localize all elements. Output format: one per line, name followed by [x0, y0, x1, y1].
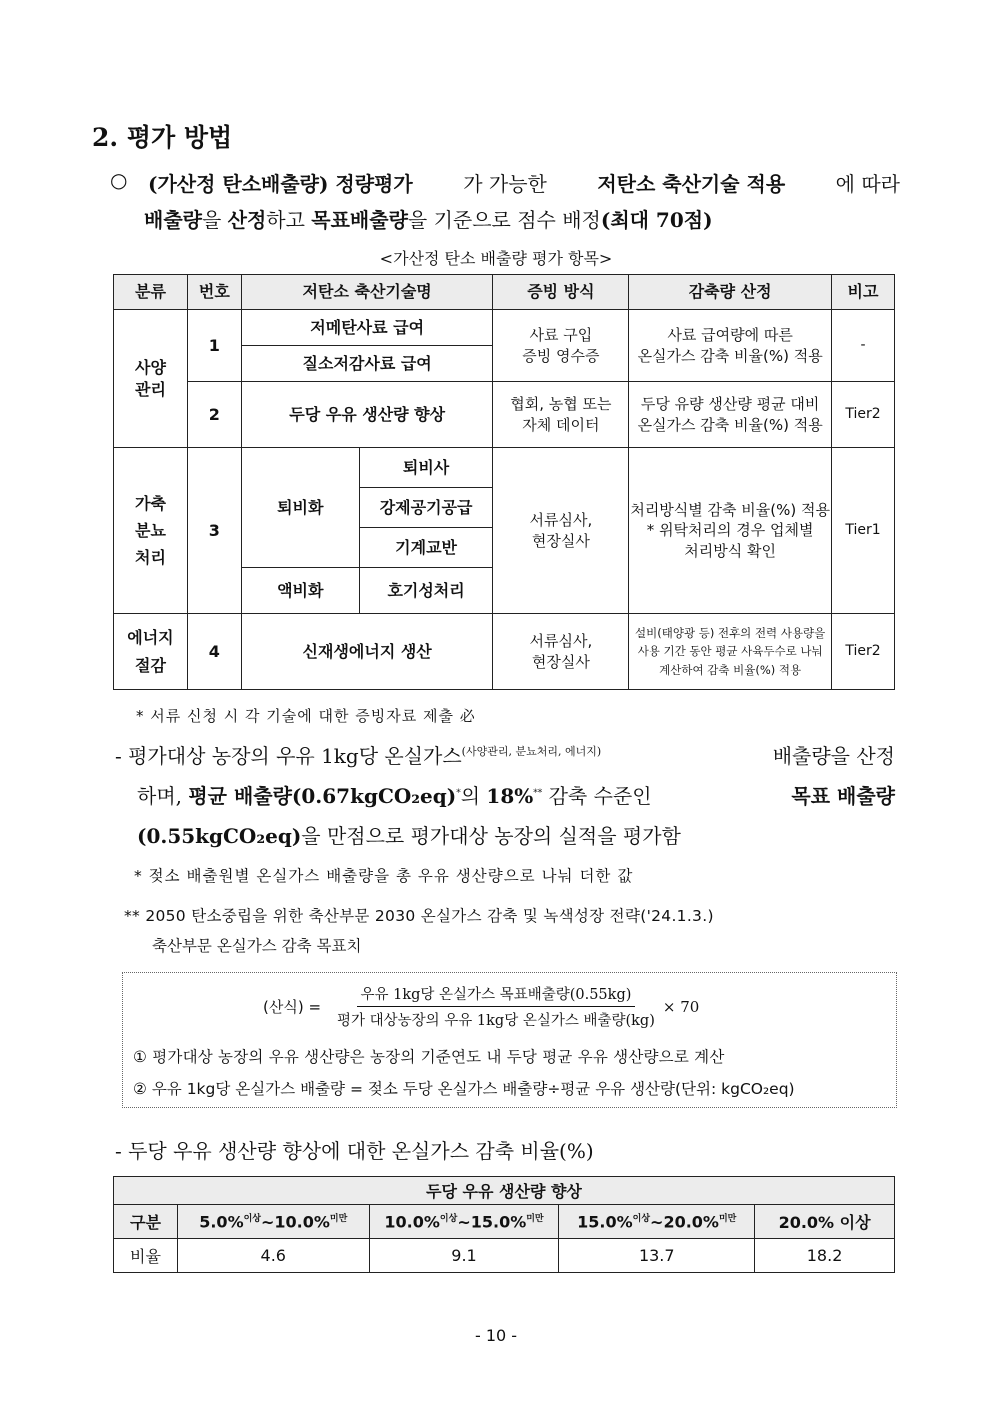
formula-item-2: ② 우유 1kg당 온실가스 배출량 = 젖소 두당 온실가스 배출량÷평균 우유 생산량(단위: kgCO₂eq) — [133, 1080, 795, 1098]
tech-milk-yield: 두당 우유 생산량 향상 — [241, 382, 493, 448]
footnote-2-line1: ** 2050 탄소중립을 위한 축산부문 2030 온실가스 감축 및 녹색성장 전략('24.1.3.) — [124, 907, 714, 925]
proof-feed-receipt: 사료 구입 증빙 영수증 — [493, 310, 629, 382]
table2-col-header — [369, 1205, 559, 1239]
calc-manure: 처리방식별 감축 비율(%) 적용 * 위탁처리의 경우 업체별 처리방식 확인 — [629, 448, 832, 614]
bullet-line-2-segment: 을 — [201, 208, 228, 232]
footnote-2-line2: 축산부문 온실가스 감축 목표치 — [152, 937, 362, 955]
range-qualifier: 이상 — [632, 1214, 651, 1225]
category-energy: 에너지 절감 — [114, 614, 188, 690]
bullet-line-1-segment: (가산정 탄소배출량) 정량평가 — [148, 172, 413, 196]
bullet-line-2-segment: 을 기준으로 점수 배정 — [407, 208, 601, 232]
tech-aerobic-treatment: 호기성처리 — [359, 568, 493, 614]
row-number: 2 — [187, 382, 241, 448]
tech-low-nitrogen-feed: 질소저감사료 급여 — [241, 346, 493, 382]
tech-forced-aeration: 강제공기공급 — [359, 488, 493, 528]
bullet-line-2-segment: 하고 — [266, 208, 312, 232]
header-proof: 증빙 방식 — [493, 275, 629, 310]
tech-composting: 퇴비화 — [241, 448, 359, 568]
milk-yield-reduction-table — [113, 1176, 895, 1273]
section-title: 평가 방법 — [126, 123, 233, 152]
avg-emission: 평균 배출량(0.67kgCO₂eq) — [188, 784, 457, 808]
formula-box — [122, 972, 897, 1108]
footnote-mark: ** — [533, 788, 543, 799]
bullet-line-2-segment: 배출량 — [144, 208, 202, 232]
calc-feed: 사료 급여량에 따른 온실가스 감축 비율(%) 적용 — [629, 310, 832, 382]
bullet-line-1-segment: 에 따라 — [835, 172, 900, 196]
note-milk-yield: Tier2 — [832, 382, 895, 448]
formula-label: (산식) = — [263, 998, 322, 1016]
page-number: - 10 - — [474, 1326, 518, 1345]
para-text: 의 — [460, 784, 487, 808]
target-value: (0.55kgCO₂eq) — [137, 824, 302, 848]
table2-col-header — [755, 1205, 895, 1239]
evaluation-paragraph — [115, 740, 895, 860]
category-manure: 가축 분뇨 처리 — [114, 448, 188, 614]
range-qualifier: 미만 — [526, 1214, 544, 1225]
tech-low-methane-feed: 저메탄사료 급여 — [241, 310, 493, 346]
formula-numerator: 우유 1kg당 온실가스 목표배출량(0.55kg) — [357, 983, 636, 1007]
note-feed: - — [832, 310, 895, 382]
tech-compost-barn: 퇴비사 — [359, 448, 493, 488]
para-text: 하며, — [137, 784, 189, 808]
range-qualifier: 이상 — [439, 1214, 458, 1225]
table2-value: 9.1 — [369, 1239, 559, 1273]
table2-value: 13.7 — [559, 1239, 755, 1273]
table2-value-row — [114, 1239, 895, 1273]
range-qualifier: 미만 — [329, 1214, 348, 1225]
footnote-mark: * — [456, 788, 461, 799]
table2-row-label-header: 구분 — [114, 1205, 178, 1239]
row-number: 1 — [187, 310, 241, 382]
bullet-marker: ○ — [110, 168, 128, 192]
bullet-line-1 — [148, 168, 900, 204]
section-heading — [92, 118, 232, 154]
para-text: 을 만점으로 평가대상 농장의 실적을 평가함 — [301, 824, 681, 848]
evaluation-items-table — [113, 274, 895, 690]
range-qualifier: 이상 — [243, 1214, 261, 1225]
table2-col-header — [559, 1205, 755, 1239]
range-start: 10.0% — [384, 1212, 440, 1232]
para-text: 감축 수준인 — [542, 784, 652, 808]
target-emission: 목표 배출량 — [791, 784, 895, 808]
formula-item-1: ① 평가대상 농장의 우유 생산량은 농장의 기준연도 내 두당 평균 우유 생산량으로 계산 — [133, 1048, 725, 1066]
tech-renewable-energy: 신재생에너지 생산 — [241, 614, 493, 690]
calc-energy: 설비(태양광 등) 전후의 전력 사용량을 사용 기간 동안 평균 사육두수로 나눠 계산하여 감축 비율(%) 적용 — [629, 614, 832, 690]
formula-multiplier: × 70 — [662, 997, 700, 1016]
table-header-row — [114, 275, 895, 310]
table2-col-header — [177, 1205, 369, 1239]
range-start: 15.0% — [577, 1212, 633, 1232]
header-note: 비고 — [832, 275, 895, 310]
range-end: ~20.0% — [650, 1212, 719, 1232]
formula-denominator: 평가 대상농장의 우유 1kg당 온실가스 배출량(kg) — [337, 1013, 655, 1029]
proof-energy-inspection: 서류심사, 현장실사 — [493, 614, 629, 690]
document-note: * 서류 신청 시 각 기술에 대한 증빙자료 제출 必 — [136, 707, 476, 725]
section-number: 2. — [92, 123, 119, 152]
row-number: 3 — [187, 448, 241, 614]
range-start: 5.0% — [199, 1212, 244, 1232]
para-line1-start: - 평가대상 농장의 우유 1kg당 온실가스 — [115, 744, 462, 768]
range-start: 20.0% 이상 — [778, 1213, 871, 1232]
header-category: 분류 — [114, 275, 188, 310]
para-line1-sup: (사양관리, 분뇨처리, 에너지) — [461, 745, 602, 758]
header-number: 번호 — [187, 275, 241, 310]
bullet-line-2-segment: 목표배출량 — [311, 208, 408, 232]
note-energy: Tier2 — [832, 614, 895, 690]
bullet-line-2-segment: 산정 — [227, 208, 267, 232]
bullet-line-2-segment: (최대 70점) — [600, 208, 713, 232]
table-caption: <가산정 탄소 배출량 평가 항목> — [379, 249, 613, 268]
table2-header-row — [114, 1205, 895, 1239]
reduction-percent: 18% — [486, 784, 534, 808]
calc-milk-yield: 두당 유량 생산량 평균 대비 온실가스 감축 비율(%) 적용 — [629, 382, 832, 448]
header-calculation: 감축량 산정 — [629, 275, 832, 310]
tech-mechanical-stirring: 기계교반 — [359, 528, 493, 568]
table2-value: 4.6 — [177, 1239, 369, 1273]
bullet-line-1-segment: 가 가능한 — [463, 172, 547, 196]
table2-title: 두당 우유 생산량 향상 — [114, 1177, 895, 1205]
range-end: ~15.0% — [457, 1212, 527, 1232]
range-end: ~10.0% — [260, 1212, 330, 1232]
range-qualifier: 미만 — [718, 1214, 737, 1225]
reduction-rate-heading: - 두당 우유 생산량 향상에 대한 온실가스 감축 비율(%) — [115, 1139, 594, 1163]
bullet-line-1-segment: 저탄소 축산기술 적용 — [597, 172, 786, 196]
header-technology: 저탄소 축산기술명 — [241, 275, 493, 310]
tech-liquid-fertilizer: 액비화 — [241, 568, 359, 614]
bullet-line-2 — [110, 204, 814, 240]
footnote-2 — [124, 904, 896, 956]
proof-document-inspection: 서류심사, 현장실사 — [493, 448, 629, 614]
footnote-1: * 젖소 배출원별 온실가스 배출량을 총 우유 생산량으로 나눠 더한 값 — [134, 867, 634, 885]
bullet-paragraph — [110, 168, 900, 240]
para-line1-end: 배출량을 산정 — [772, 744, 895, 768]
row-number: 4 — [187, 614, 241, 690]
note-manure: Tier1 — [832, 448, 895, 614]
table2-row-label: 비율 — [114, 1239, 178, 1273]
formula-fraction — [333, 983, 659, 1030]
proof-association-data: 협회, 농협 또는 자체 데이터 — [493, 382, 629, 448]
category-feeding: 사양 관리 — [114, 310, 188, 448]
table2-value: 18.2 — [755, 1239, 895, 1273]
